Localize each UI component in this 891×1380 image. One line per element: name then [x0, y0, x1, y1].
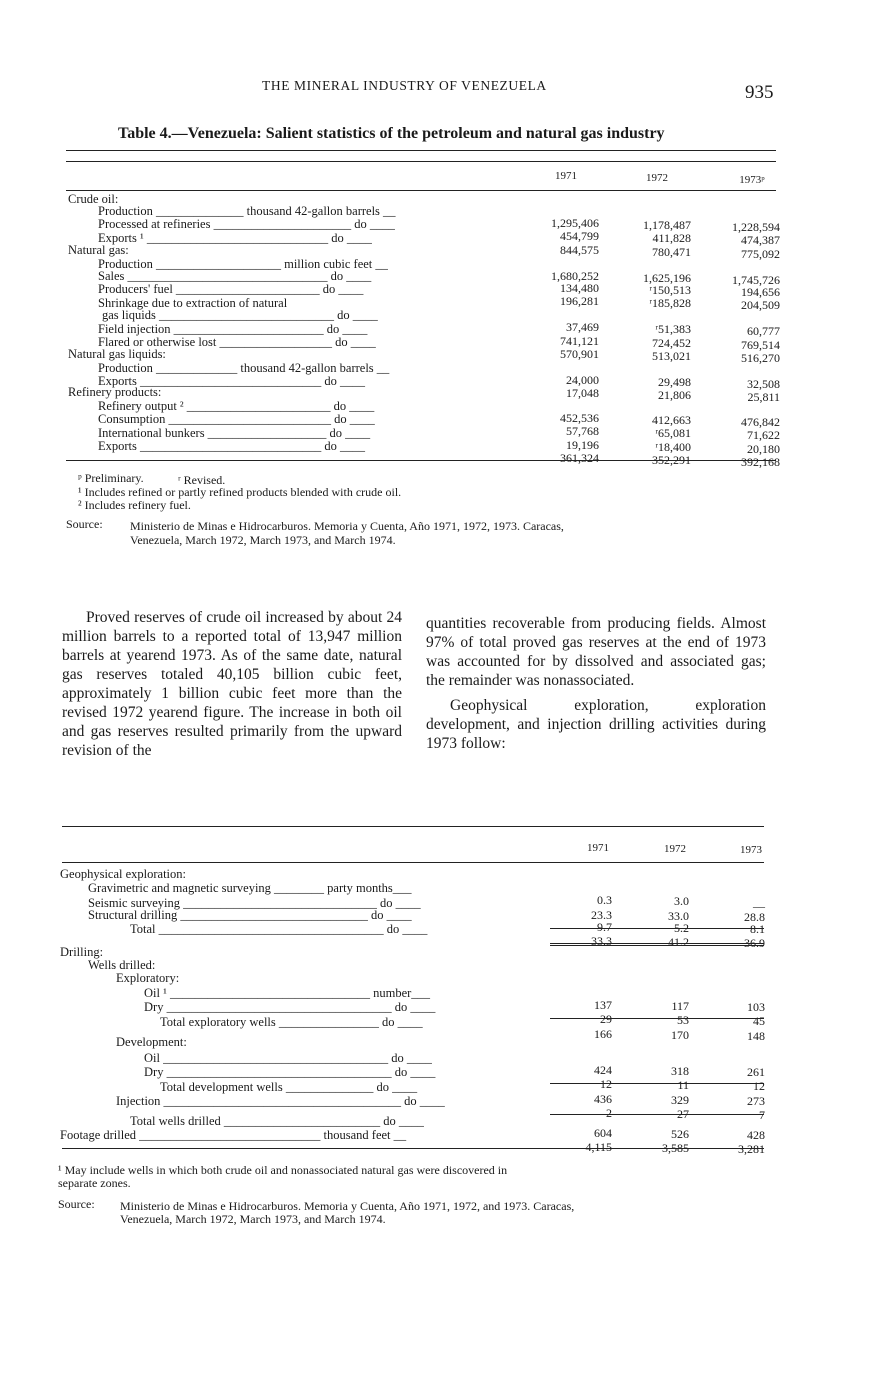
table4-row-label: Processed at refineries ______________________ do ____ [98, 218, 395, 231]
table2-sum-rule-expl [550, 1018, 764, 1019]
table2-cell: 2 [606, 1106, 612, 1120]
table4-cell: 452,536 [560, 411, 599, 425]
table4-cell: 516,270 [741, 351, 780, 365]
table4-cell: 513,021 [652, 349, 691, 363]
table2-cell: 9.7 [597, 920, 612, 934]
table2-footnote-1: ¹ May include wells in which both crude oil and nonassociated natural gas were discovered in [58, 1163, 508, 1177]
table2-double-rule-geo [550, 943, 764, 946]
table4-source-text-2: Venezuela, March 1972, March 1973, and March 1974. [130, 533, 396, 547]
table2-source-text-2: Venezuela, March 1972, March 1973, and March 1974. [120, 1212, 386, 1226]
table4-cell: 17,048 [566, 386, 599, 400]
table4-note-revised: ʳ Revised. [178, 473, 226, 487]
table2-cell: 12 [600, 1077, 612, 1091]
table4-cell: 20,180 [747, 442, 780, 456]
table2-row-label: Oil ____________________________________ do ____ [144, 1052, 432, 1065]
table2-cell: 273 [747, 1094, 765, 1108]
table2-col-1973: 1973 [740, 844, 762, 856]
table2-cell: 166 [594, 1027, 612, 1041]
body-left-column [62, 608, 402, 760]
table2-cell: 0.3 [597, 893, 612, 907]
table4-cell: ʳ150,513 [649, 283, 691, 297]
table2-cell: 3.0 [674, 894, 689, 908]
table4-cell: 844,575 [560, 243, 599, 257]
table2-col-1971: 1971 [587, 842, 609, 854]
table4-cell: 476,842 [741, 415, 780, 429]
table4-row-label: Refinery output ² _______________________ do ____ [98, 400, 375, 413]
table4-top-rule [66, 150, 776, 151]
table2-cell: 148 [747, 1029, 765, 1043]
table2-cell: 604 [594, 1126, 612, 1140]
table2-row-label: Total development wells ______________ do ____ [160, 1081, 418, 1094]
table2-row-label: Total exploratory wells ________________ do ____ [160, 1016, 423, 1029]
table2-footnote-2: separate zones. [58, 1176, 131, 1190]
table4-cell: 57,768 [566, 424, 599, 438]
table2-row-label: Total ____________________________________ do ____ [130, 923, 428, 936]
table2-cell: 36.9 [744, 936, 765, 950]
table2-cell: 424 [594, 1063, 612, 1077]
table4-cell: 775,092 [741, 247, 780, 261]
table4-cell: 1,745,726 [732, 273, 780, 287]
table4-cell: 60,777 [747, 324, 780, 338]
table4-row-label: Exports ¹ _____________________________ do ____ [98, 232, 372, 245]
table2-row-label: Total wells drilled _________________________ do ____ [130, 1115, 424, 1128]
table4-cell: 352,291 [652, 453, 691, 467]
table4-row-label: Field injection ________________________ do ____ [98, 323, 368, 336]
table4-note-preliminary: ᵖ Preliminary. [78, 471, 144, 485]
table2-cell: 27 [677, 1107, 689, 1121]
table4-cell: 194,656 [741, 285, 780, 299]
table4-row-label: Natural gas liquids: [68, 348, 166, 361]
table2-cell: 12 [753, 1079, 765, 1093]
table4-cell: 411,828 [652, 231, 691, 245]
table2-row-label: Drilling: [60, 946, 104, 959]
table4-title: Table 4.—Venezuela: Salient statistics of the petroleum and natural gas industry [118, 125, 665, 142]
table4-cell: ʳ18,400 [655, 440, 691, 454]
table4-cell: 71,622 [747, 428, 780, 442]
running-title: THE MINERAL INDUSTRY OF VENEZUELA [262, 78, 547, 93]
table2-cell: 329 [671, 1093, 689, 1107]
table4-cell: 32,508 [747, 377, 780, 391]
table2-cell: 526 [671, 1127, 689, 1141]
table2-cell: 7 [759, 1108, 765, 1122]
table4-cell: 19,196 [566, 438, 599, 452]
table2-sum-rule-dev [550, 1083, 764, 1084]
table4-cell: 724,452 [652, 336, 691, 350]
table4-top-rule-2 [66, 161, 776, 162]
table4-cell: 412,663 [652, 413, 691, 427]
table2-row-label: Footage drilled _____________________________ thousand feet __ [60, 1129, 407, 1142]
table2-cell: 29 [600, 1012, 612, 1026]
table4-row-label: Consumption __________________________ do ____ [98, 413, 375, 426]
table4-row-label: Shrinkage due to extraction of natural [98, 297, 288, 310]
table4-cell: 37,469 [566, 320, 599, 334]
table2-row-label: Structural drilling ______________________________ do ____ [88, 909, 412, 922]
table2-row-label: Gravimetric and magnetic surveying ________ party months___ [88, 882, 412, 895]
table2-row-label: Seismic surveying _______________________________ do ____ [88, 897, 421, 910]
table2-cell: 3,281 [738, 1142, 765, 1156]
table2-sum-rule-geo [550, 928, 764, 929]
table2-top-rule [62, 826, 764, 827]
body-right-paragraph-1: quantities recoverable from producing fields. Almost 97% of total proved gas reserves at the end of 1973 was accounted for by dissolved and associated gas; the remainder was nonassociated. [426, 615, 766, 689]
table4-col-1973: 1973ᵖ [739, 174, 765, 186]
table2-source-label: Source: [58, 1197, 95, 1211]
table4-cell: 570,901 [560, 347, 599, 361]
table4-cell: 361,324 [560, 451, 599, 465]
table2-cell: 5.2 [674, 921, 689, 935]
table4-cell: 1,625,196 [643, 271, 691, 285]
table2-cell: 41.2 [668, 935, 689, 949]
table2-sum-rule-total [550, 1114, 764, 1115]
body-right-paragraph-2: Geophysical exploration, exploration development, and injection drilling activities during 1973 follow: [426, 697, 766, 752]
table2-cell: 11 [677, 1078, 689, 1092]
table2-cell: 33.3 [591, 934, 612, 948]
table4-cell: ʳ51,383 [655, 322, 691, 336]
table2-row-label: Geophysical exploration: [60, 868, 187, 881]
table4-cell: 392,168 [741, 455, 780, 469]
table4-row-label: Natural gas: [68, 244, 129, 257]
table4-head-rule [66, 190, 776, 191]
table2-col-1972: 1972 [664, 843, 686, 855]
table2-cell: 23.3 [591, 908, 612, 922]
table4-col-1971: 1971 [555, 170, 577, 182]
table2-row-label: Development: [116, 1036, 187, 1049]
table4-cell: 1,228,594 [732, 220, 780, 234]
table2-cell: 261 [747, 1065, 765, 1079]
table4-source-text-1: Ministerio de Minas e Hidrocarburos. Memoria y Cuenta, Año 1971, 1972, 1973. Caracas, [130, 519, 564, 533]
table2-cell: 4,115 [585, 1140, 612, 1154]
table4-cell: 1,178,487 [643, 218, 691, 232]
table4-row-label: Production _____________ thousand 42-gallon barrels __ [98, 362, 390, 375]
table4-cell: 204,509 [741, 298, 780, 312]
table2-cell: 318 [671, 1064, 689, 1078]
table4-cell: 196,281 [560, 294, 599, 308]
table4-cell: 29,498 [658, 375, 691, 389]
table4-cell: 769,514 [741, 338, 780, 352]
table4-cell: ʳ185,828 [649, 296, 691, 310]
table4-row-label: Production ____________________ million cubic feet __ [98, 258, 388, 271]
table2-cell: __ [753, 895, 765, 909]
table2-row-label: Dry ____________________________________ do ____ [144, 1001, 436, 1014]
table4-cell: 21,806 [658, 388, 691, 402]
table2-cell: 436 [594, 1092, 612, 1106]
table4-row-label: Refinery products: [68, 386, 162, 399]
table2-cell: 3,585 [662, 1141, 689, 1155]
table2-bottom-rule [62, 1148, 764, 1149]
table2-cell: 117 [671, 999, 689, 1013]
table4-row-label: gas liquids ____________________________ do ____ [102, 309, 378, 322]
table2-cell: 428 [747, 1128, 765, 1142]
table2-cell: 28.8 [744, 910, 765, 924]
table2-cell: 53 [677, 1013, 689, 1027]
table4-cell: 25,811 [747, 390, 780, 404]
table2-row-label: Injection ______________________________________ do ____ [116, 1095, 445, 1108]
table4-cell: 454,799 [560, 229, 599, 243]
table2-cell: 103 [747, 1000, 765, 1014]
table2-row-label: Wells drilled: [88, 959, 156, 972]
table4-row-label: Crude oil: [68, 193, 119, 206]
table2-source-text-1: Ministerio de Minas e Hidrocarburos. Memoria y Cuenta, Año 1971, 1972, and 1973. Caracas, [120, 1199, 575, 1213]
table4-cell: 780,471 [652, 245, 691, 259]
table4-cell: 1,680,252 [551, 269, 599, 283]
table2-cell: 33.0 [668, 909, 689, 923]
table4-cell: 24,000 [566, 373, 599, 387]
body-left-paragraph: Proved reserves of crude oil increased by about 24 million barrels to a reported total of 13,947 million barrels at yearend 1973. As of the same date, natural gas reserves totaled 40,105 billion cubic feet, approximately 1 billion cubic feet more than the revised 1972 yearend figure. The increase in both oil and gas reserves resulted primarily from the upward revision of the [62, 609, 402, 759]
table4-col-1972: 1972 [646, 172, 668, 184]
table4-row-label: Exports _____________________________ do ____ [98, 375, 366, 388]
table4-cell: 474,387 [741, 233, 780, 247]
table4-row-label: Production ______________ thousand 42-gallon barrels __ [98, 205, 396, 218]
table4-row-label: Sales ________________________________ do ____ [98, 270, 372, 283]
table4-cell: ʳ65,081 [655, 426, 691, 440]
table4-row-label: International bunkers ___________________ do ____ [98, 427, 371, 440]
table4-row-label: Producers' fuel _______________________ do ____ [98, 283, 364, 296]
table4-cell: 1,295,406 [551, 216, 599, 230]
table4-cell: 741,121 [560, 334, 599, 348]
table2-cell: 8.1 [750, 922, 765, 936]
body-right-column [426, 614, 766, 753]
table4-footnote-2: ² Includes refinery fuel. [78, 498, 191, 512]
table2-cell: 45 [753, 1014, 765, 1028]
table2-row-label: Dry ____________________________________ do ____ [144, 1066, 436, 1079]
table2-cell: 137 [594, 998, 612, 1012]
table4-cell: 134,480 [560, 281, 599, 295]
table4-footnote-1: ¹ Includes refined or partly refined products blended with crude oil. [78, 485, 402, 499]
table4-row-label: Flared or otherwise lost __________________ do ____ [98, 336, 376, 349]
table2-row-label: Oil ¹ ________________________________ number___ [144, 987, 431, 1000]
table2-head-rule [62, 862, 764, 863]
page-number: 935 [745, 82, 774, 103]
table4-bottom-rule [66, 460, 776, 461]
table4-row-label: Exports _____________________________ do ____ [98, 440, 366, 453]
table2-cell: 170 [671, 1028, 689, 1042]
table2-row-label: Exploratory: [116, 972, 180, 985]
table4-source-label: Source: [66, 517, 103, 531]
